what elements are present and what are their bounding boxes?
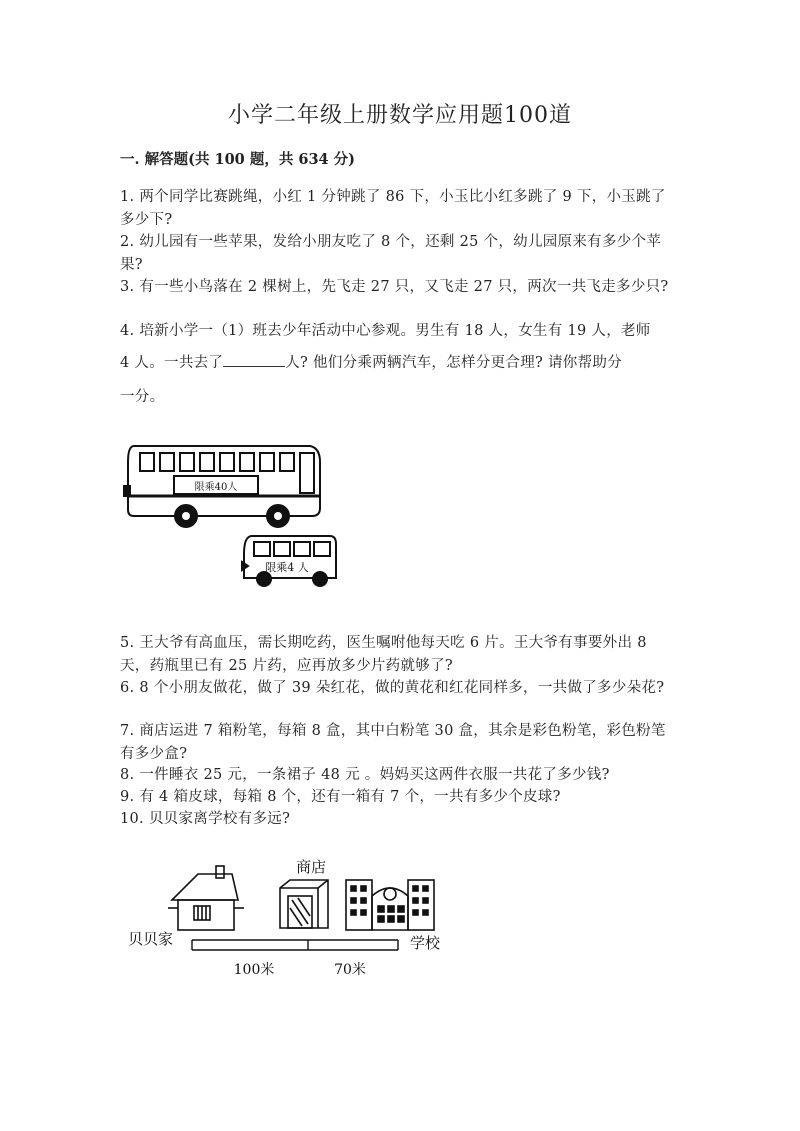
distance-1-label: 100米 [233,962,275,978]
question-1: 1. 两个同学比赛跳绳，小红 1 分钟跳了 86 下，小玉比小红多跳了 9 下，小玉跳了多少下? [120,189,666,228]
page-title: 小学二年级上册数学应用题100道 [228,103,572,128]
question-4-line-3: 一分。 [120,389,165,405]
question-7: 7. 商店运进 7 箱粉笔，每箱 8 盒，其中白粉笔 30 盒，其余是彩色粉笔，彩色粉笔有多少盒? [120,723,666,762]
school-icon [346,880,434,930]
distance-2-label: 70米 [334,962,366,978]
answer-blank[interactable] [223,352,285,367]
question-6: 6. 8 个小朋友做花，做了 39 朵红花，做的黄花和红花同样多，一共做了多少朵花? [120,680,665,696]
question-10: 10. 贝贝家离学校有多远? [120,811,291,827]
big-bus-label: 限乘40人 [194,482,238,493]
house-icon [168,866,244,930]
question-4-line-2 [120,352,680,375]
shop-label: 商店 [296,858,327,876]
distance-map [128,852,468,987]
question-3: 3. 有一些小鸟落在 2 棵树上，先飞走 27 只，又飞走 27 只，两次一共飞走多少只? [120,279,669,295]
section-heading: 一. 解答题(共 100 题，共 634 分) [120,151,356,168]
question-5: 5. 王大爷有高血压，需长期吃药，医生嘱咐他每天吃 6 片。王大爷有事要外出 8 天，药瓶里已有 25 片药，应再放多少片药就够了? [120,635,647,674]
shop-icon [280,880,328,928]
question-8: 8. 一件睡衣 25 元，一条裙子 48 元 。妈妈买这两件衣服一共花了多少钱? [120,767,610,783]
question-4-text-a: 4 人。一共去了 [120,355,224,371]
question-9: 9. 有 4 箱皮球，每箱 8 个，还有一箱有 7 个，一共有多少个皮球? [120,789,561,805]
buses-illustration [120,436,340,596]
distance-brackets [192,940,398,950]
question-2: 2. 幼儿园有一些苹果，发给小朋友吃了 8 个，还剩 25 个，幼儿园原来有多少个苹果? [120,234,662,273]
small-bus-label: 限乘4 人 [265,561,309,574]
school-label: 学校 [410,934,441,952]
question-4-line-1: 4. 培新小学一（1）班去少年活动中心参观。男生有 18 人，女生有 19 人，老师 [120,323,651,339]
home-label: 贝贝家 [128,930,174,948]
question-4-text-b: 人? 他们分乘两辆汽车，怎样分更合理? 请你帮助分 [285,355,622,371]
